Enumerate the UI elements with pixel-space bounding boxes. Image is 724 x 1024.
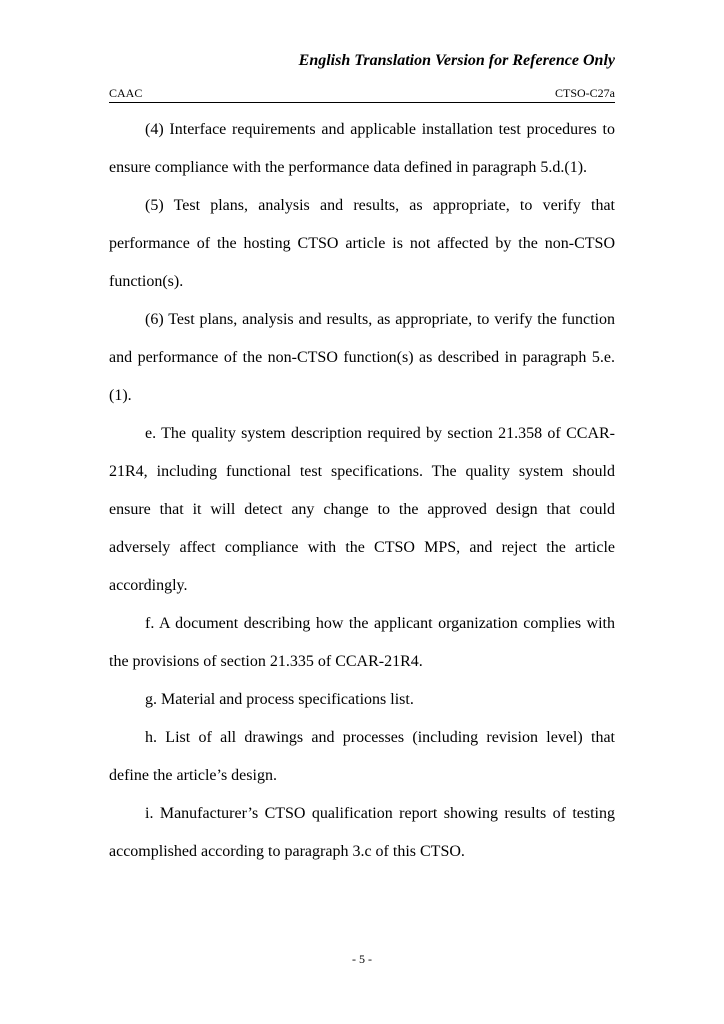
paragraph-quality-system: e. The quality system description required by section 21.358 of CCAR-21R4, including functional test specifications. The quality system should ensure that it will detect any change to the approved design that could adversely affect compliance with the CTSO MPS, and reject the article accordingly. xyxy=(109,425,615,594)
page-number: - 5 - xyxy=(352,952,372,966)
paragraph-organization-compliance: f. A document describing how the applicant organization complies with the provisions of section 21.335 of CCAR-21R4. xyxy=(109,615,615,670)
document-body xyxy=(109,111,615,871)
paragraph-non-ctso-function-test-plans: (6) Test plans, analysis and results, as appropriate, to verify the function and performance of the non-CTSO function(s) as described in paragraph 5.e.(1). xyxy=(109,311,615,404)
page-header xyxy=(109,86,615,103)
paragraph-hosting-article-test-plans: (5) Test plans, analysis and results, as appropriate, to verify that performance of the hosting CTSO article is not affected by the non-CTSO function(s). xyxy=(109,197,615,290)
paragraph-qualification-report: i. Manufacturer’s CTSO qualification report showing results of testing accomplished according to paragraph 3.c of this CTSO. xyxy=(109,805,615,860)
translation-banner: English Translation Version for Reference Only xyxy=(298,52,615,69)
paragraph-material-specs: g. Material and process specifications list. xyxy=(145,691,414,708)
paragraph-interface-requirements: (4) Interface requirements and applicable installation test procedures to ensure compliance with the performance data defined in paragraph 5.d.(1). xyxy=(109,121,615,176)
paragraph-drawings-list: h. List of all drawings and processes (including revision level) that define the article’s design. xyxy=(109,729,615,784)
header-org: CAAC xyxy=(109,86,143,100)
header-doc-id: CTSO-C27a xyxy=(555,86,615,100)
